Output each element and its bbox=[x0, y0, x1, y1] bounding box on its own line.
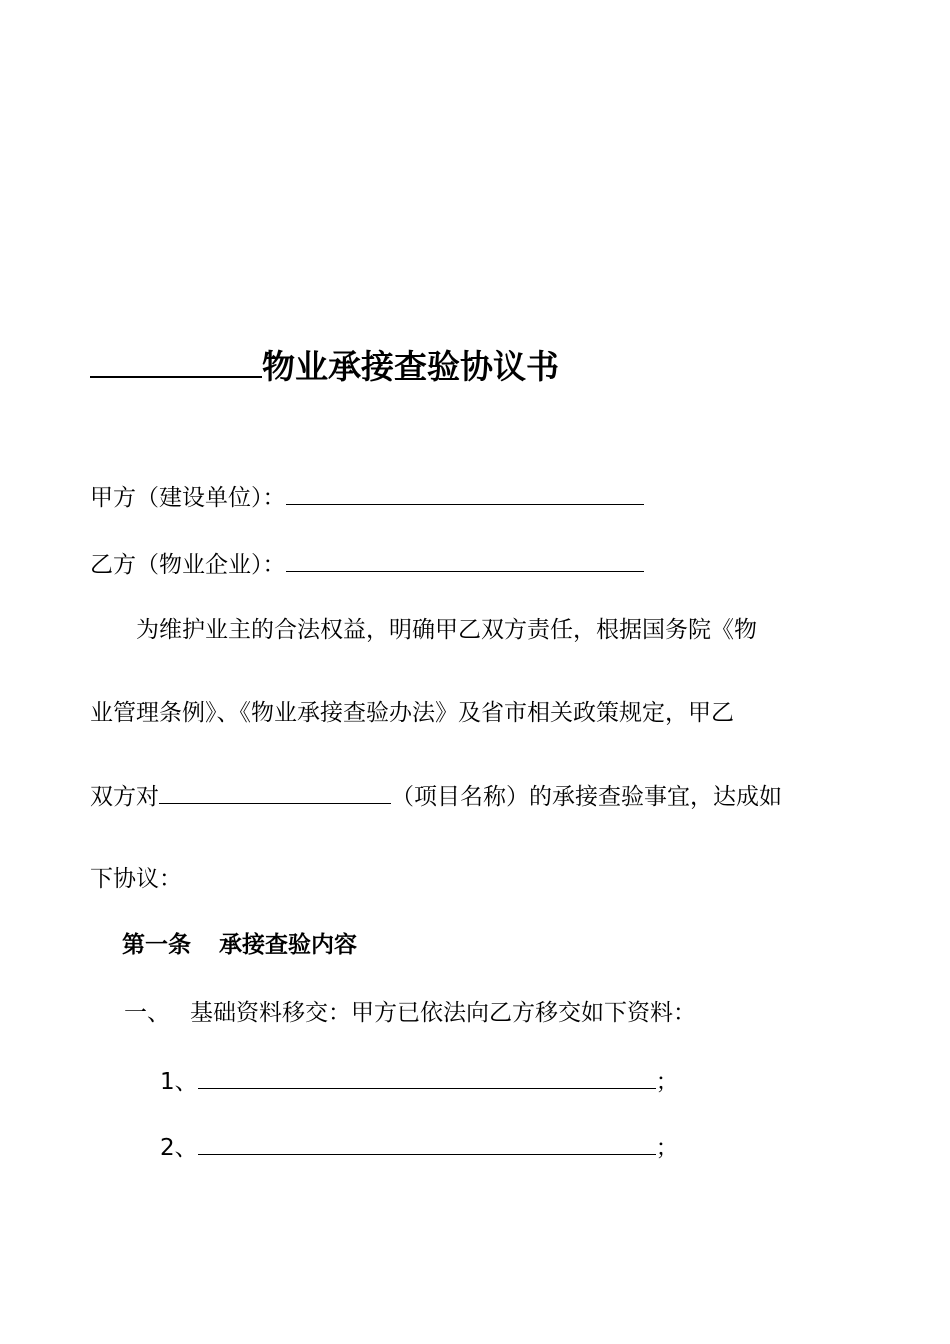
item-1-number: 1、 bbox=[160, 1069, 198, 1095]
item-1-blank-field[interactable] bbox=[198, 1066, 656, 1089]
party-b-label: 乙方（物业企业）： bbox=[90, 552, 286, 578]
party-b-line bbox=[90, 549, 644, 580]
section-1-number: 一、 bbox=[124, 1000, 170, 1026]
party-a-line bbox=[90, 482, 644, 513]
item-2-end: ； bbox=[655, 1135, 679, 1161]
preamble-text-1: 为维护业主的合法权益，明确甲乙双方责任，根据国务院《物 bbox=[136, 617, 757, 643]
preamble-text-3a: 双方对 bbox=[90, 784, 159, 810]
party-a-blank-field[interactable] bbox=[286, 482, 644, 505]
preamble-text-3b: （项目名称）的承接查验事宜，达成如 bbox=[391, 784, 782, 810]
item-2-number: 2、 bbox=[160, 1135, 198, 1161]
article-1-heading bbox=[122, 930, 357, 960]
item-1-end: ； bbox=[655, 1069, 679, 1095]
title-text: 物业承接查验协议书 bbox=[262, 347, 559, 386]
party-b-blank-field[interactable] bbox=[286, 549, 644, 572]
preamble-line-1 bbox=[136, 615, 757, 645]
article-1-title: 承接查验内容 bbox=[219, 932, 357, 958]
item-2-line bbox=[160, 1132, 679, 1163]
preamble-text-2: 业管理条例》、《物业承接查验办法》及省市相关政策规定，甲乙 bbox=[90, 700, 734, 726]
section-1-text: 基础资料移交：甲方已依法向乙方移交如下资料： bbox=[190, 1000, 696, 1026]
preamble-line-4 bbox=[90, 864, 182, 894]
party-a-label: 甲方（建设单位）： bbox=[90, 485, 286, 511]
title-blank-field[interactable] bbox=[90, 344, 262, 378]
preamble-text-4: 下协议： bbox=[90, 866, 182, 892]
section-1-line bbox=[124, 998, 696, 1028]
article-1-number: 第一条 bbox=[122, 932, 191, 958]
project-name-blank-field[interactable] bbox=[159, 781, 391, 804]
preamble-line-2 bbox=[90, 698, 734, 728]
document-title bbox=[90, 344, 559, 387]
item-1-line bbox=[160, 1066, 679, 1097]
preamble-line-3 bbox=[90, 781, 782, 812]
item-2-blank-field[interactable] bbox=[198, 1132, 656, 1155]
